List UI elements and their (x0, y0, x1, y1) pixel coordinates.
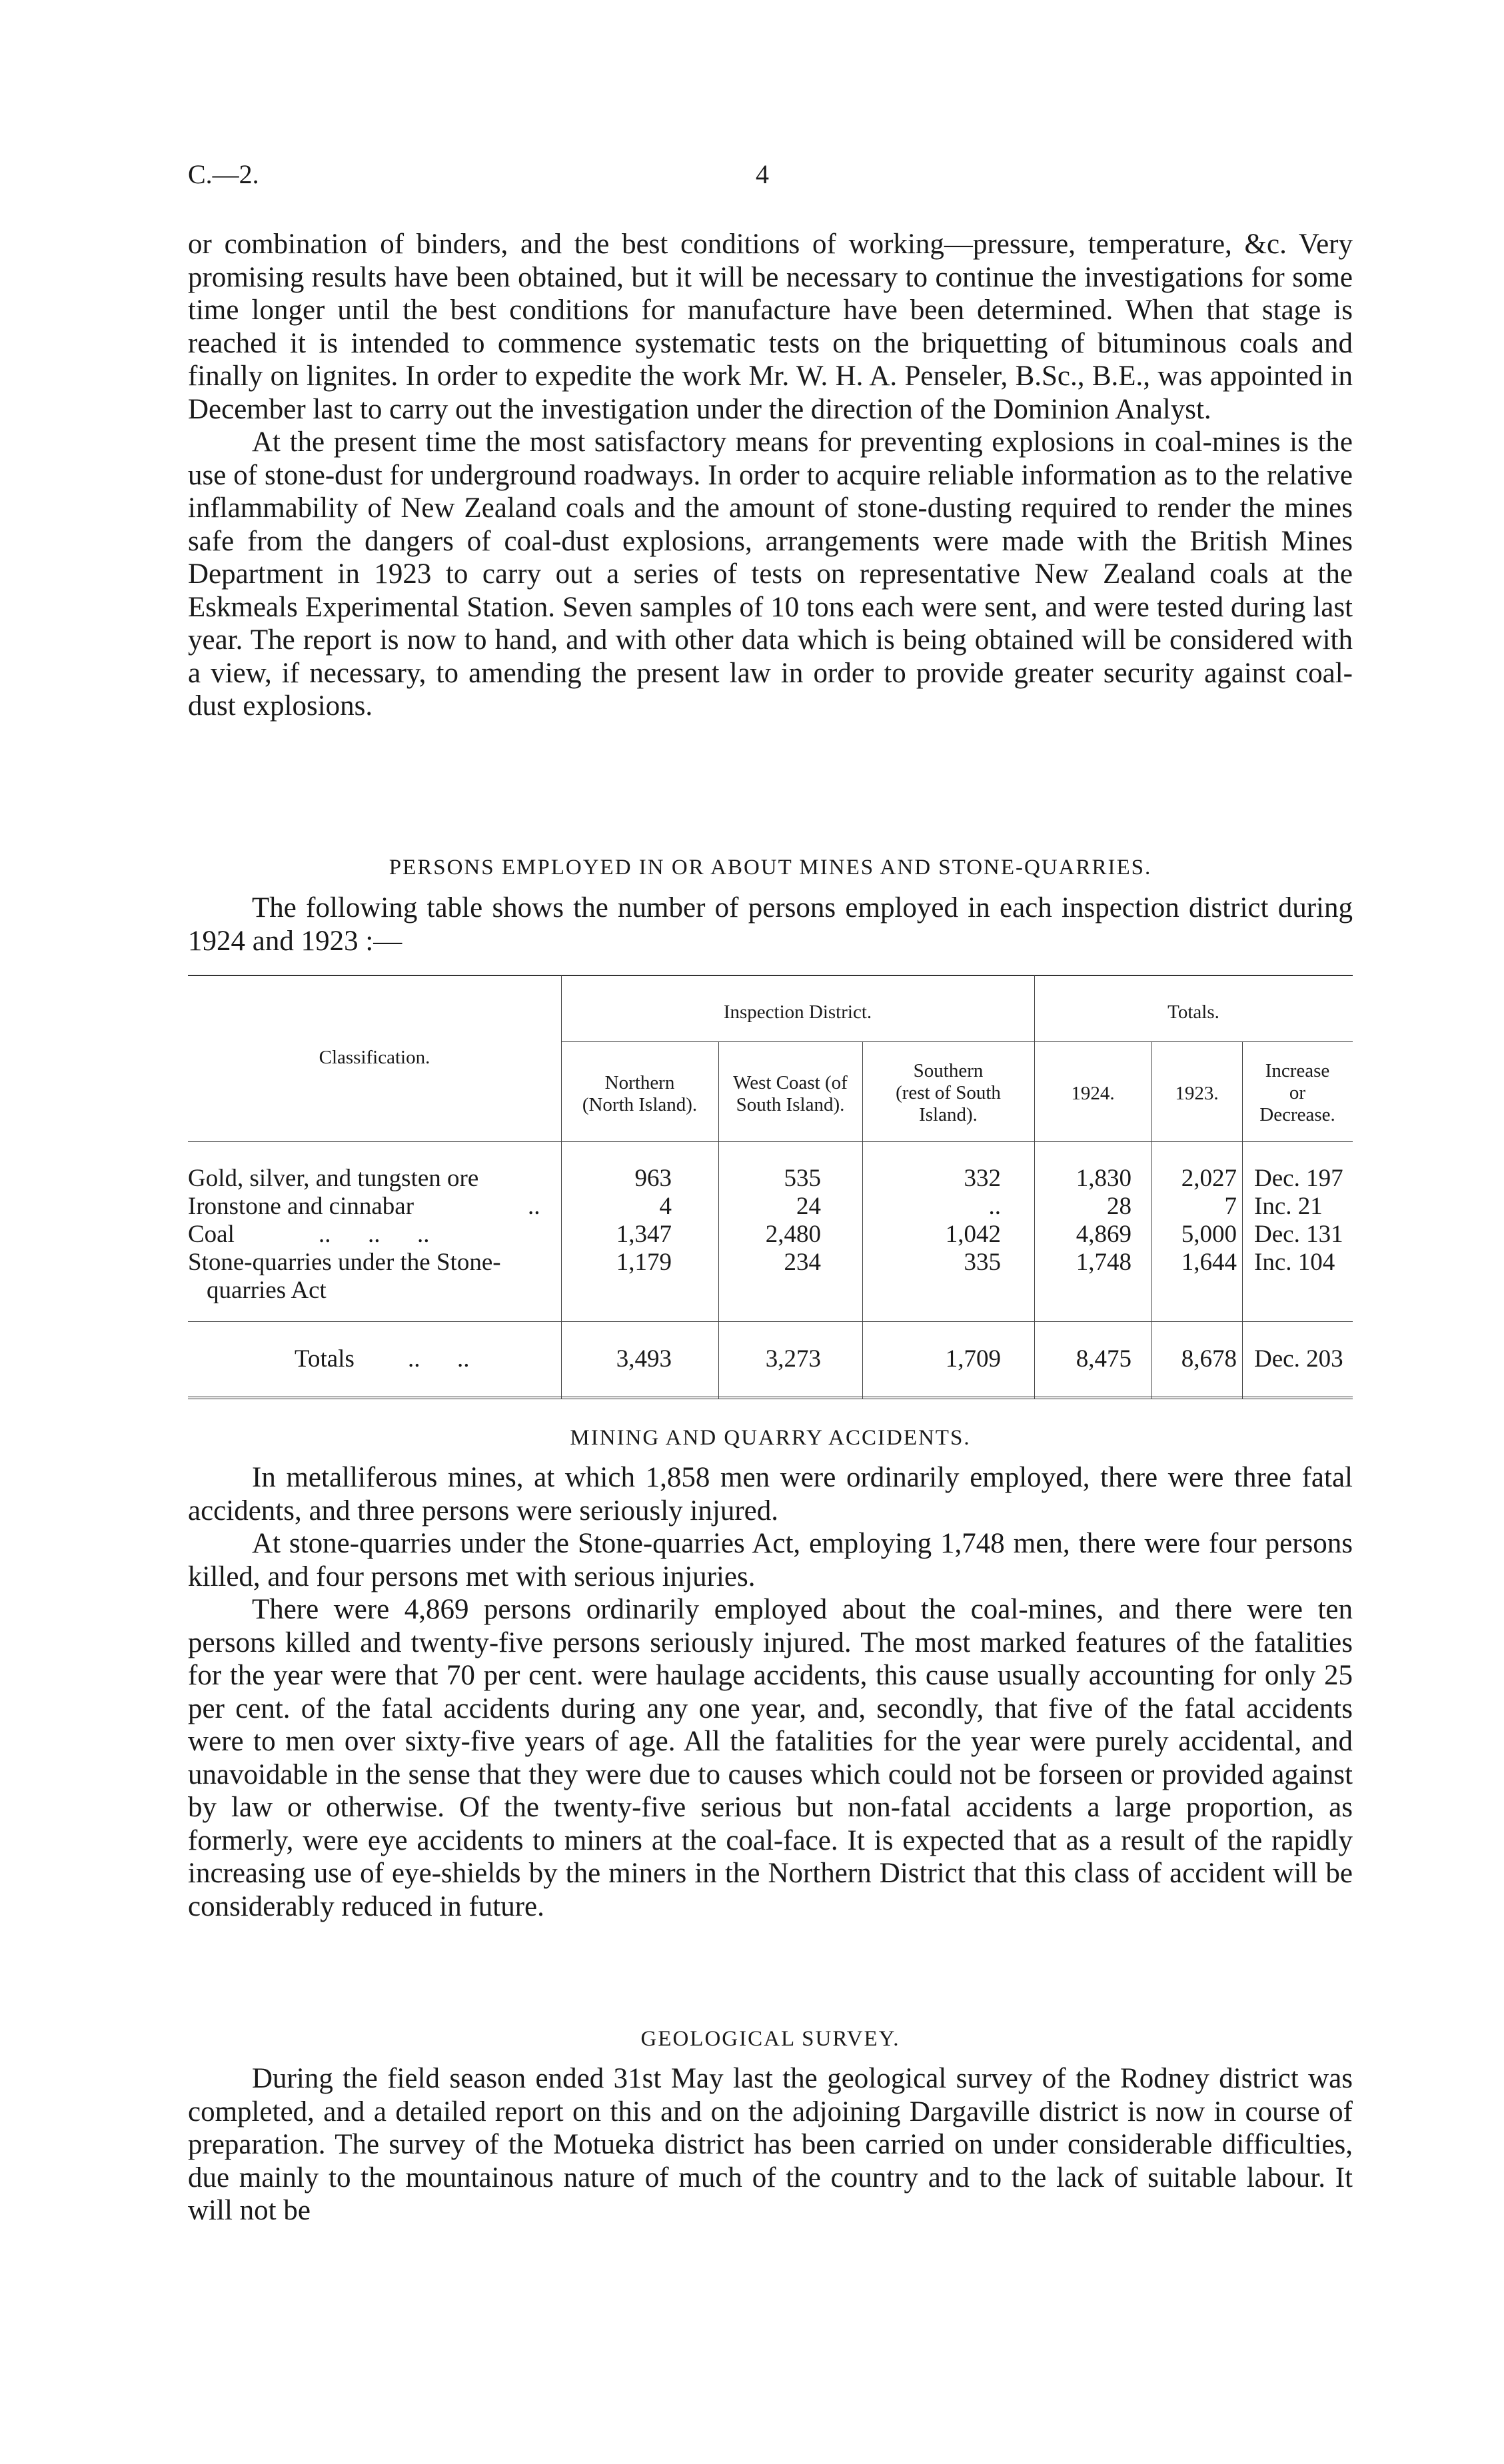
total-1924: 8,475 (1076, 1345, 1131, 1373)
header-southern: Southern (rest of South Island). (896, 1060, 1001, 1125)
cell-north: 1,179 (616, 1249, 672, 1276)
paragraph-coal-mines: There were 4,869 persons ordinarily employed about the coal-mines, and there were ten persons killed and twenty-five persons seriously injured. The most marked features of the fatalities for the year were that 70 per cent. were haulage accidents, this cause usually accounting for only 25 per cent. of the fatal accidents during any one year, and, secondly, that five of the fatal accidents were to men over sixty-five years of age. All the fatalities for the year were purely accidental, and unavoidable in the sense that they were due to causes which could not be forseen or provided against by law or otherwise. Of the twenty-five serious but non-fatal accidents a large proportion, as formerly, were eye accidents to miners at the coal-face. It is expected that as a result of the rapidly increasing use of eye-shields by the miners in the Northern District that this class of accident will be considerably reduced in future. (188, 1594, 1353, 1922)
table-hline (561, 1041, 1353, 1042)
table-row-label: Coal (188, 1221, 235, 1248)
body-text-accidents (188, 1461, 1353, 1923)
table-bottom-rule (188, 1397, 1353, 1399)
total-west: 3,273 (765, 1345, 821, 1373)
cell-west: 535 (784, 1165, 821, 1192)
body-text-top (188, 228, 1353, 723)
cell-1923: 2,027 (1181, 1165, 1237, 1192)
leader-dots: .. .. (408, 1345, 470, 1373)
page-number: 4 (756, 159, 769, 189)
total-north: 3,493 (616, 1345, 672, 1373)
total-south: 1,709 (945, 1345, 1001, 1373)
table-row-label: Stone-quarries under the Stone- (188, 1249, 501, 1276)
header-classification: Classification. (319, 1047, 430, 1068)
header-totals: Totals. (1167, 1001, 1219, 1023)
cell-north: 1,347 (616, 1221, 672, 1248)
header-increase-decrease: Increase or Decrease. (1259, 1060, 1335, 1125)
cell-change: Inc. 104 (1254, 1249, 1335, 1276)
paragraph-table-intro: The following table shows the number of persons employed in each inspection district during 1924 and 1923 :— (188, 892, 1353, 957)
header-1923: 1923. (1175, 1083, 1219, 1104)
cell-south: 1,042 (945, 1221, 1001, 1248)
cell-1923: 5,000 (1181, 1221, 1237, 1248)
cell-1924: 1,830 (1076, 1165, 1131, 1192)
table-hline (188, 1141, 1353, 1142)
paragraph-geological-survey: During the field season ended 31st May last the geological survey of the Rodney district was completed, and a detailed report on this and on the adjoining Dargaville district is now in course of preparation. The survey of the Motueka district has been carried on under considerable difficulties, due mainly to the mountainous nature of much of the country and to the lack of suitable labour. It will not be (188, 2063, 1353, 2226)
leader-dots: .. (528, 1193, 540, 1220)
table-intro (188, 892, 1353, 957)
cell-1924: 28 (1107, 1193, 1131, 1220)
totals-label: Totals (295, 1345, 355, 1373)
cell-1923: 1,644 (1181, 1249, 1237, 1276)
cell-south: .. (988, 1193, 1001, 1220)
paragraph-stone-dust: At the present time the most satisfactory means for preventing explosions in coal-mines is the use of stone-dust for underground roadways. In order to acquire reliable information as to the relative inflammability of New Zealand coals and the amount of stone-dusting required to render the mines safe from the dangers of coal-dust explosions, arrangements were made with the British Mines Department in 1923 to carry out a series of tests on representative New Zealand coals at the Eskmeals Experimental Station. Seven samples of 10 tons each were sent, and were tested during last year. The report is now to hand, and with other data which is being obtained will be considered with a view, if necessary, to amending the present law in order to provide greater security against coal-dust explosions. (188, 426, 1353, 722)
cell-change: Inc. 21 (1254, 1193, 1323, 1220)
cell-south: 332 (964, 1165, 1001, 1192)
total-1923: 8,678 (1181, 1345, 1237, 1373)
table-row-label-continued: quarries Act (207, 1277, 327, 1304)
table-top-rule (188, 975, 1353, 976)
cell-1924: 1,748 (1076, 1249, 1131, 1276)
paragraph-stone-quarries: At stone-quarries under the Stone-quarries Act, employing 1,748 men, there were four persons killed, and four persons met with serious injuries. (188, 1528, 1353, 1592)
header-inspection-district: Inspection District. (723, 1001, 872, 1023)
cell-north: 4 (659, 1193, 672, 1220)
cell-west: 234 (784, 1249, 821, 1276)
cell-west: 2,480 (765, 1221, 821, 1248)
leader-dots: .. .. .. (319, 1221, 430, 1248)
cell-south: 335 (964, 1249, 1001, 1276)
paragraph-metalliferous: In metalliferous mines, at which 1,858 men were ordinarily employed, there were three fatal accidents, and three persons were seriously injured. (188, 1462, 1353, 1527)
body-text-geological (188, 2062, 1353, 2227)
header-northern: Northern (North Island). (582, 1072, 698, 1115)
cell-change: Dec. 197 (1254, 1165, 1343, 1192)
total-change: Dec. 203 (1254, 1345, 1343, 1373)
persons-employed-table (188, 975, 1353, 1399)
cell-north: 963 (634, 1165, 672, 1192)
heading-accidents: MINING AND QUARRY ACCIDENTS. (570, 1426, 971, 1450)
header-1924: 1924. (1071, 1083, 1115, 1104)
page-reference: C.—2. (188, 159, 259, 189)
table-row-label: Gold, silver, and tungsten ore (188, 1165, 479, 1192)
table-row-label: Ironstone and cinnabar (188, 1193, 414, 1220)
header-west-coast: West Coast (of South Island). (733, 1072, 848, 1115)
cell-change: Dec. 131 (1254, 1221, 1343, 1248)
cell-1923: 7 (1224, 1193, 1237, 1220)
cell-1924: 4,869 (1076, 1221, 1131, 1248)
heading-persons-employed: PERSONS EMPLOYED IN OR ABOUT MINES AND STONE-QUARRIES. (388, 856, 1152, 880)
paragraph-briquetting: or combination of binders, and the best conditions of working—pressure, temperature, &c. Very promising results have been obtained, but it will be necessary to continue the investigations for some time longer until the best conditions for manufacture have been determined. When that stage is reached it is intended to commence systematic tests on the briquetting of bituminous coals and finally on lignites. In order to expedite the work Mr. W. H. A. Penseler, B.Sc., B.E., was appointed in December last to carry out the investigation under the direction of the Dominion Analyst. (188, 229, 1353, 425)
cell-west: 24 (796, 1193, 821, 1220)
table-hline (188, 1321, 1353, 1322)
heading-geological-survey: GEOLOGICAL SURVEY. (640, 2027, 900, 2051)
